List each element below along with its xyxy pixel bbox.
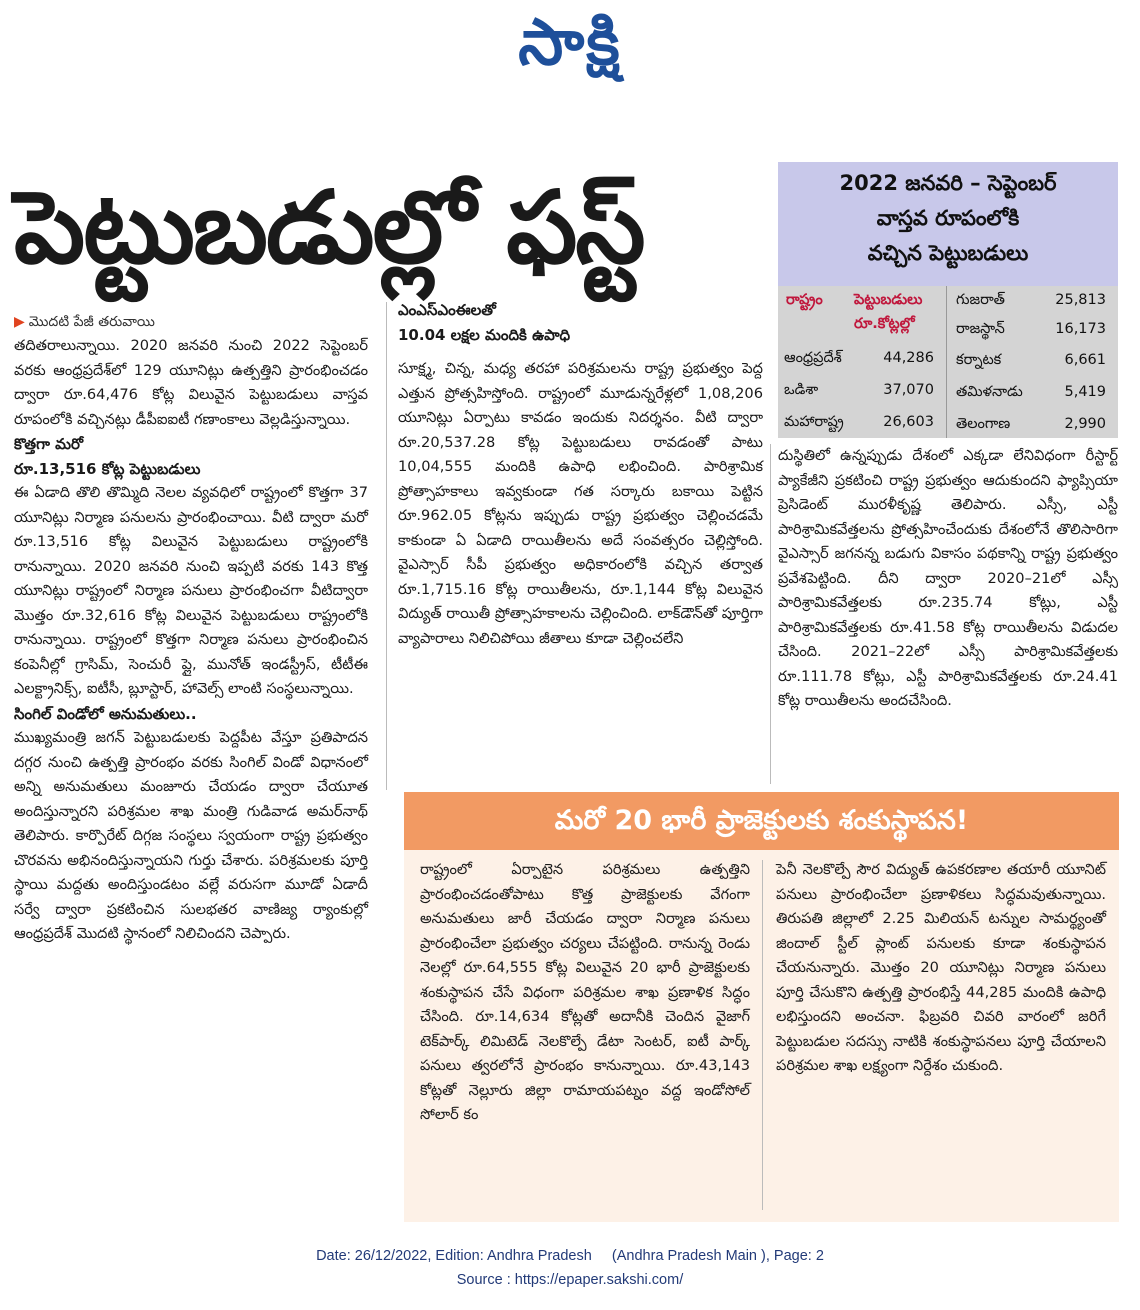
subheading: ఎంఎస్‌ఎంఈలతో [398, 301, 496, 319]
paragraph: దుస్థితిలో ఉన్నప్పుడు దేశంలో ఎక్కడా లేనివిధంగా రీస్టార్ట్ ప్యాకేజీని ప్రకటించి రాష్ట్ర ప్రభుత్వం ఆదుకుందని ఫ్యాప్సియా ప్రెసిడెంట్ మురళీకృష్ణ తెలిపారు. ఎస్సీ, ఎస్టీ పారిశ్రామికవేత్తలను ప్రోత్సహించేందుకు దేశంలోనే తొలిసారిగా వైఎస్సార్ జగనన్న బడుగు వికాసం పథకాన్ని రాష్ట్ర ప్రభుత్వం ప్రవేశపెట్టింది. దీని ద్వారా 2020–21లో ఎస్సీ పారిశ్రామికవేత్తలకు రూ.235.74 కోట్లు, ఎస్టీ పారిశ్రామికవేత్తలకు రూ.41.58 కోట్ల రాయితీలను విడుదల చేసింది. 2021–22లో ఎస్సీ పారిశ్రామికవేత్తలకు రూ.111.78 కోట్లు, ఎస్టీ పారిశ్రామికవేత్తలకు రూ.24.41 కోట్ల రాయితీలను అందచేసింది. [778, 447, 1118, 709]
table-row [784, 412, 934, 432]
paragraph: ఈ ఏడాది తొలి తొమ్మిది నెలల వ్యవధిలో రాష్ట్రంలో కొత్తగా 37 యూనిట్లు నిర్మాణ పనులను ప్రారంభించాయి. వీటి ద్వారా మరో రూ.13,516 కోట్ల విలువైన పెట్టుబడులు రాష్ట్రంలోకి రానున్నాయి. 2020 జనవరి నుంచి ఇప్పటి వరకు 143 కొత్త యూనిట్లు రాష్ట్రంలో నిర్మాణ పనులు ప్రారంభించగా వీటిద్వారా మొత్తం రూ.32,616 కోట్ల విలువైన పెట్టుబడులు రాష్ట్రంలోకి రానున్నాయి. రాష్ట్రంలో కొత్తగా నిర్మాణ పనులు ప్రారంభించిన కంపెనీల్లో గ్రాసిమ్, సెంచురీ ప్లై, మునోత్ ఇండస్ట్రీస్, టీటీఈ ఎలక్ట్రానిక్స్, ఐటీసీ, బ్లూస్టార్, హావెల్స్ లాంటి సంస్థలున్నాయి. [14, 484, 368, 697]
subheading: రూ.13,516 కోట్ల పెట్టుబడులు [14, 459, 201, 478]
column-divider [762, 860, 763, 1210]
stats-box-title [778, 162, 1118, 288]
jump-text: మొదటి పేజీ తరువాయి [28, 314, 155, 330]
box-title-line: 2022 జనవరి – సెప్టెంబర్ [839, 171, 1057, 195]
footer-source-link[interactable]: Source : https://epaper.sakshi.com/ [456, 1272, 684, 1288]
column-header-unit: రూ.కోట్లల్లో [854, 316, 915, 332]
column-divider [770, 444, 771, 784]
headline: పెట్టుబడుల్లో ఫస్ట్ [14, 169, 644, 286]
paragraph: సూక్ష్మ, చిన్న, మధ్య తరహా పరిశ్రమలను రాష్ట్ర ప్రభుత్వం పెద్ద ఎత్తున ప్రోత్సహిస్తోంది. రాష్ట్రంలో మూడున్నరేళ్లలో 1,08,206 యూనిట్లు ఏర్పాటు కావడం ఇందుకు నిదర్శనం. వీటి ద్వారా రూ.20,537.28 కోట్ల పెట్టుబడులు రావడంతో పాటు 10,04,555 మందికి ఉపాధి లభించింది. పారిశ్రామిక ప్రోత్సాహకాలు ఇవ్వకుండా గత సర్కారు బకాయి పెట్టిన రూ.962.05 కోట్లను ఇప్పుడు రాష్ట్ర ప్రభుత్వం చెల్లించడమే కాకుండా ఏ ఏడాది రాయితీలను అదే సంవత్సరం చెల్లిస్తోంది. వైఎస్సార్ సీపీ ప్రభుత్వం అధికారంలోకి వచ్చిన తర్వాత రూ.1,715.16 కోట్ల రాయితీలను, రూ.1,144 కోట్ల విలువైన విద్యుత్ రాయితీ ప్రోత్సాహకాలను చెల్లించింది. లాక్‌డౌన్‌తో పూర్తిగా వ్యాపారాలు నిలిచిపోయి జీతాలు కూడా చెల్లించలేని [398, 360, 763, 647]
table-row [956, 350, 1106, 370]
state-name: తెలంగాణ [956, 416, 1011, 432]
banner-column [420, 858, 750, 1128]
banner-column [776, 858, 1106, 1079]
table-row [956, 382, 1106, 402]
state-value: 44,286 [883, 350, 934, 366]
stats-table [778, 286, 1118, 438]
left-column [14, 310, 368, 947]
box-title-line: వచ్చిన పెట్టుబడులు [867, 241, 1029, 265]
state-value: 16,173 [1055, 321, 1106, 337]
continued-from-label [14, 310, 368, 334]
state-name: గుజరాత్ [956, 292, 1005, 308]
subheading: సింగిల్ విండోలో అనుమతులు.. [14, 704, 197, 723]
state-name: ఆంధ్రప్రదేశ్ [784, 350, 842, 366]
paragraph: రాష్ట్రంలో ఏర్పాటైన పరిశ్రమలు ఉత్పత్తిని ప్రారంభించడంతోపాటు కొత్త ప్రాజెక్టులకు వేగంగా అనుమతులు జారీ చేయడం ద్వారా నిర్మాణ పనులు ప్రారంభించేలా ప్రభుత్వం చర్యలు చేపట్టింది. రానున్న రెండు నెలల్లో రూ.64,555 కోట్ల విలువైన 20 భారీ ప్రాజెక్టులకు శంకుస్థాపన చేసే విధంగా పరిశ్రమల శాఖ ప్రణాళిక సిద్ధం చేసింది. రూ.14,634 కోట్లతో అదానీకి చెందిన వైజాగ్ టెక్‌పార్క్ లిమిటెడ్ నెలకొల్పే డేటా సెంటర్, ఐటీ పార్క్ పనులు త్వరలోనే ప్రారంభం కానున్నాయి. రూ.43,143 కోట్లతో నెల్లూరు జిల్లా రామాయపట్నం వద్ద ఇండోసోల్ సోలార్ కం [420, 861, 750, 1123]
state-name: రాజస్థాన్ [956, 321, 1005, 337]
state-name: కర్నాటక [956, 352, 1002, 368]
right-column [778, 444, 1118, 714]
column-header-investments: పెట్టుబడులు [854, 292, 923, 308]
state-name: మహారాష్ట్ర [784, 414, 844, 430]
state-name: తమిళనాడు [956, 384, 1023, 400]
state-value: 25,813 [1055, 292, 1106, 308]
table-row [784, 380, 934, 400]
box-title-line: వాస్తవ రూపంలోకి [876, 206, 1020, 230]
table-divider [946, 286, 947, 438]
state-value: 6,661 [1064, 352, 1106, 368]
state-name: ఒడిశా [784, 382, 819, 398]
column-header-state: రాష్ట్రం [786, 292, 823, 308]
section-banner: మరో 20 భారీ ప్రాజెక్టులకు శంకుస్థాపన! [404, 792, 1119, 850]
state-value: 2,990 [1064, 416, 1106, 432]
subheading: కొత్తగా మరో [14, 435, 84, 453]
banner-body [404, 850, 1119, 1222]
state-value: 5,419 [1064, 384, 1106, 400]
paragraph: ముఖ్యమంత్రి జగన్ పెట్టుబడులకు పెద్దపీట వేస్తూ ప్రతిపాదన దగ్గర నుంచి ఉత్పత్తి ప్రారంభం వరకు సింగిల్ విండో విధానంలో అన్ని అనుమతులు మంజూరు చేయడం ద్వారా చేయూత అందిస్తున్నారని పరిశ్రమల శాఖ మంత్రి గుడివాడ అమర్‌నాథ్ తెలిపారు. కార్పొరేట్ దిగ్గజ సంస్థలు స్వయంగా రాష్ట్ర ప్రభుత్వం చొరవను అభినందిస్తున్నాయని గుర్తు చేశారు. పరిశ్రమలకు పూర్తి స్థాయి మద్దతు అందిస్తుండటం వల్లే వరుసగా మూడో ఏడాదీ సర్వే ద్వారా ప్రకటించిన సులభతర వాణిజ్య ర్యాంకుల్లో ఆంధ్రప్రదేశ్ మొదటి స్థానంలో నిలిచిందని చెప్పారు. [14, 729, 368, 942]
table-row [956, 319, 1106, 339]
state-value: 37,070 [883, 382, 934, 398]
footer-date-line: Date: 26/12/2022, Edition: Andhra Pradesh (Andhra Pradesh Main ), Page: 2 [316, 1248, 824, 1264]
column-divider [386, 302, 387, 790]
masthead-logo: సాక్షి [518, 6, 622, 80]
table-row [956, 414, 1106, 434]
table-row [784, 348, 934, 368]
subheading: 10.04 లక్షల మందికి ఉపాధి [398, 325, 571, 344]
middle-column [398, 298, 763, 651]
table-row [956, 290, 1106, 310]
state-value: 26,603 [883, 414, 934, 430]
paragraph: పెనీ నెలకొల్పే సౌర విద్యుత్ ఉపకరణాల తయారీ యూనిట్ పనులు ప్రారంభించేలా ప్రణాళికలు సిద్ధమవుతున్నాయి. తిరుపతి జిల్లాలో 2.25 మిలియన్ టన్నుల సామర్థ్యంతో జిందాల్ స్టీల్ ప్లాంట్ పనులకు కూడా శంకుస్థాపన చేయనున్నారు. మొత్తం 20 యూనిట్లు నిర్మాణ పనులు పూర్తి చేసుకొని ఉత్పత్తి ప్రారంభిస్తే 44,285 మందికి ఉపాధి లభిస్తుందని అంచనా. ఫిబ్రవరి చివరి వారంలో జరిగే పెట్టుబడుల సదస్సు నాటికి శంకుస్థాపనలు పూర్తి చేయాలని పరిశ్రమల శాఖ లక్ష్యంగా నిర్దేశం చుకుంది. [776, 861, 1106, 1074]
triangle-icon: ▶ [14, 314, 25, 330]
paragraph: తదితరాలున్నాయి. 2020 జనవరి నుంచి 2022 సెప్టెంబర్ వరకు ఆంధ్రప్రదేశ్‌లో 129 యూనిట్లు ఉత్పత్తిని ప్రారంభించడం ద్వారా రూ.64,476 కోట్ల విలువైన పెట్టుబడులు వాస్తవ రూపంలోకి వచ్చినట్లు డీపీఐఐటీ గణాంకాలు వెల్లడిస్తున్నాయి. [14, 337, 368, 428]
